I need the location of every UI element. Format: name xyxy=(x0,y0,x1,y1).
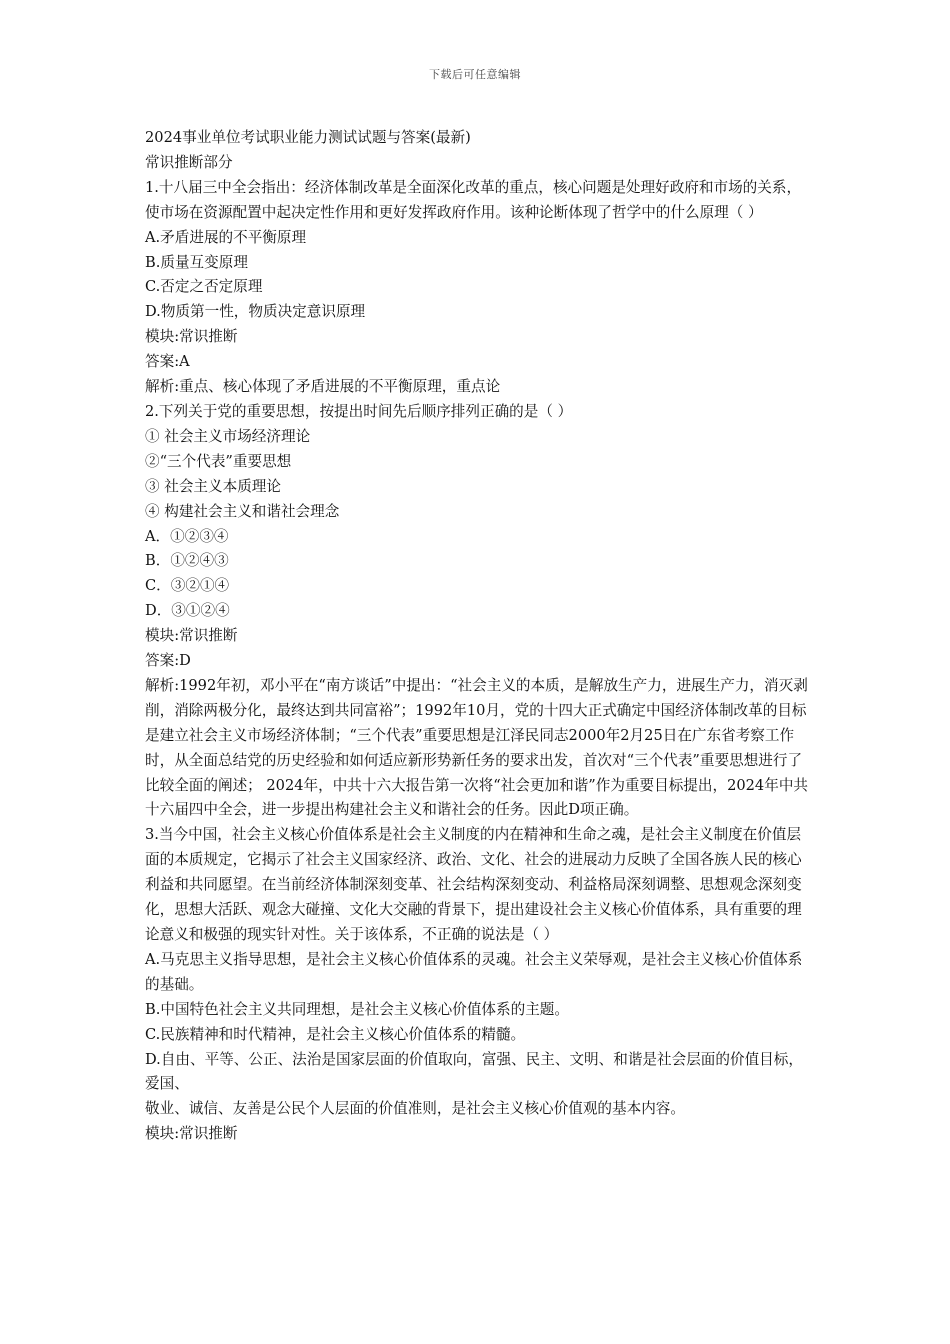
q3-option-a: A.马克思主义指导思想，是社会主义核心价值体系的灵魂。社会主义荣辱观，是社会主义核心价值体系的基础。 xyxy=(145,950,803,993)
q1-option-a: A.矛盾进展的不平衡原理 xyxy=(145,228,307,246)
q3-option-c: C.民族精神和时代精神，是社会主义核心价值体系的精髓。 xyxy=(145,1025,526,1043)
q2-item-3: ③ 社会主义本质理论 xyxy=(145,477,281,495)
q3-option-b: B.中国特色社会主义共同理想，是社会主义核心价值体系的主题。 xyxy=(145,1000,569,1018)
document-title: 2024事业单位考试职业能力测试试题与答案(最新) xyxy=(145,129,471,146)
q3-option-d: D.自由、平等、公正、法治是国家层面的价值取向，富强、民主、文明、和谐是社会层面的价值目标，爱国、 xyxy=(145,1050,803,1093)
q1-explanation: 解析:重点、核心体现了矛盾进展的不平衡原理，重点论 xyxy=(145,378,501,396)
q2-option-d: D．③①②④ xyxy=(145,602,230,620)
q1-module: 模块:常识推断 xyxy=(145,328,238,346)
document-body xyxy=(145,126,815,1147)
q2-option-a: A．①②③④ xyxy=(145,527,229,545)
section-heading: 常识推断部分 xyxy=(145,153,233,171)
q3-option-d-continued: 敬业、诚信、友善是公民个人层面的价值准则，是社会主义核心价值观的基本内容。 xyxy=(145,1100,685,1118)
q3-stem: 3.当今中国，社会主义核心价值体系是社会主义制度的内在精神和生命之魂，是社会主义制度在价值层面的本质规定，它揭示了社会主义国家经济、政治、文化、社会的进展动力反映了全国各族人民的核心利益和共同愿望。在当前经济体制深刻变革、社会结构深刻变动、利益格局深刻调整、思想观念深刻变化，思想大活跃、观念大碰撞、文化大交融的背景下，提出建设社会主义核心价值体系，具有重要的理论意义和极强的现实针对性。关于该体系，不正确的说法是（ ） xyxy=(145,826,802,943)
q1-option-c: C.否定之否定原理 xyxy=(145,278,263,296)
q1-option-d: D.物质第一性，物质决定意识原理 xyxy=(145,303,366,321)
header-note: 下载后可任意编辑 xyxy=(429,68,521,81)
q1-stem: 1.十八届三中全会指出：经济体制改革是全面深化改革的重点，核心问题是处理好政府和市场的关系，使市场在资源配置中起决定性作用和更好发挥政府作用。该种论断体现了哲学中的什么原理（ ） xyxy=(145,178,802,221)
q2-stem: 2.下列关于党的重要思想，按提出时间先后顺序排列正确的是（ ） xyxy=(145,402,573,420)
q3-module: 模块:常识推断 xyxy=(145,1125,238,1143)
q2-answer: 答案:D xyxy=(145,652,191,670)
q2-item-4: ④ 构建社会主义和谐社会理念 xyxy=(145,502,340,520)
q1-option-b: B.质量互变原理 xyxy=(145,253,248,271)
q2-item-1: ① 社会主义市场经济理论 xyxy=(145,427,311,445)
q2-module: 模块:常识推断 xyxy=(145,627,238,645)
q2-item-2: ②“三个代表”重要思想 xyxy=(145,452,292,470)
q2-option-c: C．③②①④ xyxy=(145,577,230,595)
q2-option-b: B．①②④③ xyxy=(145,552,229,570)
q1-answer: 答案:A xyxy=(145,353,190,371)
q2-explanation: 解析:1992年初，邓小平在“南方谈话”中提出：“社会主义的本质，是解放生产力，进展生产力，消灭剥削，消除两极分化，最终达到共同富裕”；1992年10月，党的十四大正式确定中国经济体制改革的目标是建立社会主义市场经济体制；“三个代表”重要思想是江泽民同志2000年2月25日在广东省考察工作时，从全面总结党的历史经验和如何适应新形势新任务的要求出发，首次对“三个代表”重要思想进行了比较全面的阐述； 2024年，中共十六大报告第一次将“社会更加和谐”作为重要目标提出，2024年中共十六届四中全会，进一步提出构建社会主义和谐社会的任务。因此D项正确。 xyxy=(145,676,809,819)
